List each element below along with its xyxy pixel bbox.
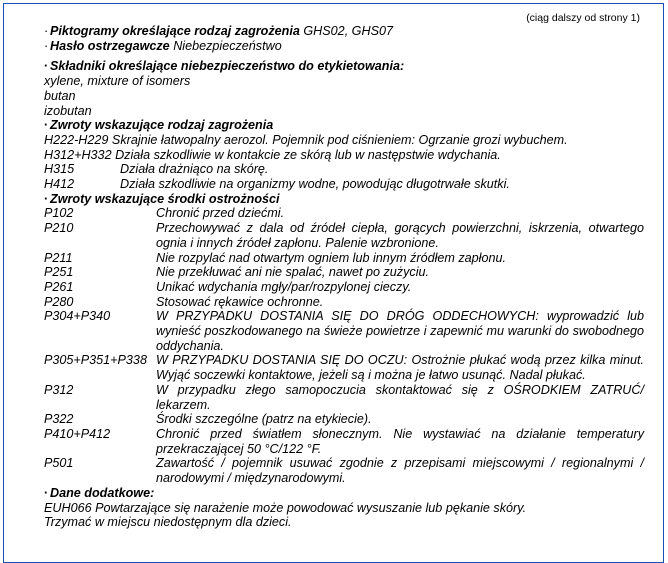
pictograms-label: Piktogramy określające rodzaj zagrożenia [50,24,300,38]
precaution-row [44,295,644,310]
pictograms-value: GHS02, GHS07 [303,24,393,38]
precaution-code: P501 [44,456,74,471]
hazard-text: Działa szkodliwie na organizmy wodne, powodując długotrwałe skutki. [120,177,510,192]
precaution-text: Nie rozpylać nad otwartym ogniem lub innym źródłem zapłonu. [156,250,506,265]
precaution-text: Zawartość / pojemnik usuwać zgodnie z przepisami miejscowymi / regionalnymi / narodowymi / międzynarodowymi. [156,456,644,486]
hazard-row [44,162,644,177]
precaution-row [44,353,644,382]
pictograms-line [44,24,644,39]
hazard-row [44,177,644,192]
precaution-code: P410+P412 [44,426,111,441]
precaution-row [44,412,644,427]
hazard-code: H222-H229 [44,132,109,147]
precaution-text: Nie przekłuwać ani nie spalać, nawet po zużyciu. [156,265,430,280]
precaution-row [44,383,644,412]
precaution-code: P280 [44,294,74,309]
precaution-row [44,221,644,250]
hazard-row [44,148,644,163]
hazard-heading: · Zwroty wskazujące rodzaj zagrożenia [44,118,644,133]
continuation-note: (ciąg dalszy od strony 1) [526,12,640,24]
hazard-code: H315 [44,162,75,177]
hazard-text: Skrajnie łatwopalny aerozol. Pojemnik pod ciśnieniem: Ogrzanie grozi wybuchem. [111,132,568,147]
components-heading: · Składniki określające niebezpieczeństwo do etykietowania: [44,59,644,74]
precaution-row [44,456,644,485]
signal-word-line [44,39,644,54]
precaution-code: P210 [44,221,74,236]
signal-word-label: Hasło ostrzegawcze [50,38,170,53]
additional-line: Trzymać w miejscu niedostępnym dla dzieci. [44,515,292,530]
hazard-row [44,133,644,148]
document-body [44,24,644,530]
precaution-row [44,265,644,280]
precaution-text: Przechowywać z dala od źródeł ciepła, gorących powierzchni, iskrzenia, otwartego ognia i innych źródeł zapłonu. Palenie wzbronione. [156,221,644,250]
additional-heading: · Dane dodatkowe: [44,486,644,501]
precaution-text: W PRZYPADKU DOSTANIA SIĘ DO OCZU: Ostrożnie płukać wodą przez kilka minut. Wyjąć soczewki kontaktowe, jeżeli są i można je łatwo usunąć. Nadal płukać. [156,353,644,383]
precaution-code: P251 [44,265,74,280]
additional-line: EUH066 Powtarzające się narażenie może powodować wysuszanie lub pękanie skóry. [44,500,527,515]
signal-word-value: Niebezpieczeństwo [173,38,282,53]
hazard-code: H312+H332 [44,147,112,162]
component-item: butan [44,88,76,103]
precaution-row [44,309,644,353]
component-item: izobutan [44,103,92,118]
precaution-code: P211 [44,250,73,265]
precaution-code: P304+P340 [44,309,111,324]
precaution-row [44,251,644,266]
hazard-text: Działa szkodliwie w kontakcie ze skórą lub w następstwie wdychania. [115,147,501,162]
precaution-code: P102 [44,206,74,221]
precaution-heading: · Zwroty wskazujące środki ostrożności [44,192,644,207]
precaution-text: Unikać wdychania mgły/par/rozpylonej cieczy. [156,279,412,294]
precaution-row [44,206,644,221]
precaution-text: Środki szczególne (patrz na etykiecie). [156,412,372,427]
precaution-text: W PRZYPADKU DOSTANIA SIĘ DO DRÓG ODDECHOWYCH: wyprowadzić lub wynieść poszkodowanego na świeże powietrze i zapewnić mu warunki do swobodnego oddychania. [156,309,644,353]
precaution-code: P312 [44,382,74,397]
precaution-text: Chronić przed dziećmi. [156,206,285,221]
precaution-row [44,427,644,456]
precaution-text: Chronić przed światłem słonecznym. Nie wystawiać na działanie temperatury przekraczającej 50 °C/122 °F. [156,426,644,456]
hazard-text: Działa drażniąco na skórę. [120,162,269,177]
precaution-row [44,280,644,295]
precaution-code: P305+P351+P338 [44,353,147,368]
component-item: xylene, mixture of isomers [44,74,191,89]
precaution-text: W przypadku złego samopoczucia skontaktować się z OŚRODKIEM ZATRUĆ/ lekarzem. [156,382,644,412]
precaution-code: P322 [44,412,74,427]
precaution-text: Stosować rękawice ochronne. [156,294,324,309]
hazard-code: H412 [44,177,75,192]
precaution-code: P261 [44,279,74,294]
